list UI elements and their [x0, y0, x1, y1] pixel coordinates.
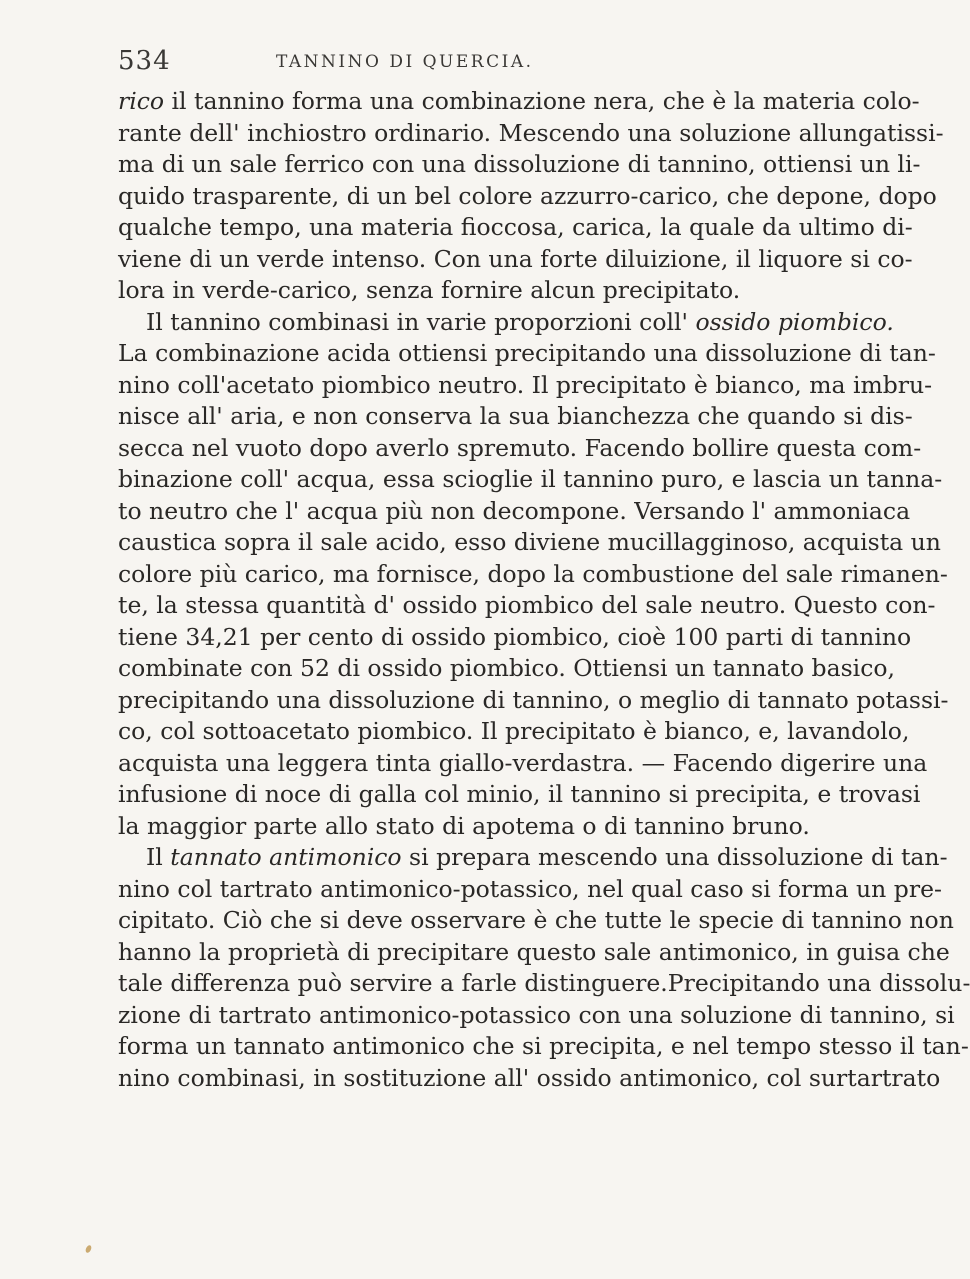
text-line: nino col tartrato antimonico-potassico, nel qual caso si forma un pre- — [118, 874, 942, 903]
text-line: Il tannino combinasi in varie proporzioni coll' ossido piombico. — [146, 307, 894, 336]
text-line: hanno la proprietà di precipitare questo sale antimonico, in guisa che — [118, 937, 950, 966]
text-line: quido trasparente, di un bel colore azzurro-carico, che depone, dopo — [118, 181, 937, 210]
text-line: ma di un sale ferrico con una dissoluzione di tannino, ottiensi un li- — [118, 150, 921, 178]
text-line: binazione coll' acqua, essa scioglie il tannino puro, e lascia un tanna- — [118, 465, 943, 493]
text-line: La combinazione acida ottiensi precipitando una dissoluzione di tan- — [118, 339, 936, 367]
text-line: tale differenza può servire a farle distinguere.Precipitando una dissolu- — [118, 969, 970, 997]
text-line: la maggior parte allo stato di apotema o di tannino bruno. — [118, 811, 810, 840]
text-line: rante dell' inchiostro ordinario. Mescendo una soluzione allungatissi- — [118, 118, 944, 147]
text-line: precipitando una dissoluzione di tannino, o meglio di tannato potassi- — [118, 685, 949, 714]
text-line: caustica sopra il sale acido, esso diviene mucillagginoso, acquista un — [118, 528, 941, 556]
page-number: 534 — [118, 46, 171, 76]
running-head: TANNINO DI QUERCIA. — [276, 52, 534, 72]
text-line: nisce all' aria, e non conserva la sua bianchezza che quando si dis- — [118, 402, 913, 430]
text-line: qualche tempo, una materia fioccosa, carica, la quale da ultimo di- — [118, 213, 913, 241]
text-line: te, la stessa quantità d' ossido piombico del sale neutro. Questo con- — [118, 591, 936, 619]
text-line: Il tannato antimonico si prepara mescendo una dissoluzione di tan- — [146, 843, 948, 871]
text-line: lora in verde-carico, senza fornire alcun precipitato. — [118, 276, 741, 304]
text-line: secca nel vuoto dopo averlo spremuto. Facendo bollire questa com- — [118, 433, 922, 462]
text-line: acquista una leggera tinta giallo-verdastra. — Facendo digerire una — [118, 748, 928, 777]
text-line: infusione di noce di galla col minio, il tannino si precipita, e trovasi — [118, 780, 921, 808]
text-line: nino combinasi, in sostituzione all' ossido antimonico, col surtartrato — [118, 1063, 941, 1092]
text-line: combinate con 52 di ossido piombico. Ottiensi un tannato basico, — [118, 654, 895, 682]
page-header — [118, 46, 740, 82]
text-line: viene di un verde intenso. Con una forte diluizione, il liquore si co- — [118, 244, 913, 273]
text-line: zione di tartrato antimonico-potassico con una soluzione di tannino, si — [118, 1000, 955, 1029]
text-line: cipitato. Ciò che si deve osservare è che tutte le specie di tannino non — [118, 906, 954, 934]
text-line: nino coll'acetato piombico neutro. Il precipitato è bianco, ma imbru- — [118, 370, 933, 399]
text-line: to neutro che l' acqua più non decompone. Versando l' ammoniaca — [118, 496, 911, 525]
text-line: colore più carico, ma fornisce, dopo la combustione del sale rimanen- — [118, 559, 948, 588]
paper-speck — [85, 1244, 93, 1253]
text-line: co, col sottoacetato piombico. Il precipitato è bianco, e, lavandolo, — [118, 717, 910, 745]
text-line: forma un tannato antimonico che si precipita, e nel tempo stesso il tan- — [118, 1032, 969, 1060]
text-line: rico il tannino forma una combinazione nera, che è la materia colo- — [118, 87, 920, 115]
text-line: tiene 34,21 per cento di ossido piombico, cioè 100 parti di tannino — [118, 622, 912, 651]
